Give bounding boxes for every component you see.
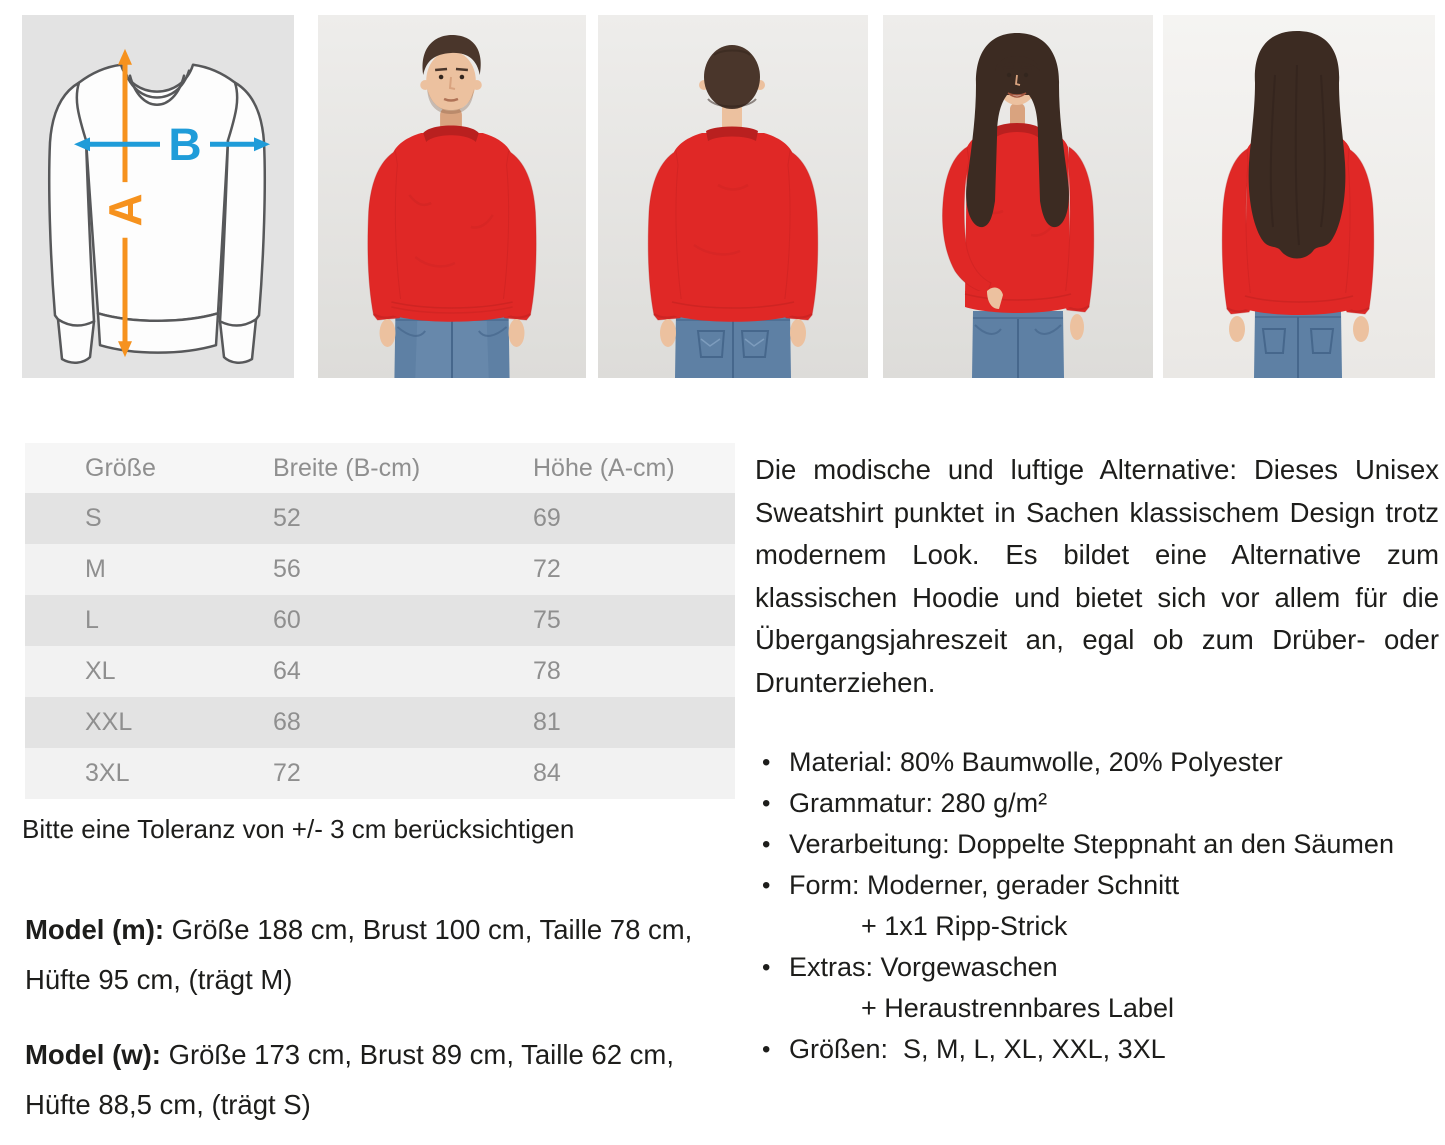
feature-text: Größen: S, M, L, XL, XXL, 3XL <box>789 1034 1166 1064</box>
table-row <box>25 544 735 595</box>
photo-female-front <box>883 15 1153 378</box>
size-cell: 3XL <box>25 748 215 799</box>
photo-male-back <box>598 15 868 378</box>
product-description: Die modische und luftige Alternative: Dieses Unisex Sweatshirt punktet in Sachen klassischem Design trotz modernem Look. Es bildet eine Alternative zum klassischen Hoodie und bietet sich vor allem für die Übergangsjahreszeit an, egal ob zum Drüber- oder Drunterziehen. <box>755 454 1439 698</box>
feature-text: Extras: Vorgewaschen <box>789 952 1058 982</box>
photo-male-front <box>318 15 586 378</box>
size-cell: 68 <box>215 697 475 748</box>
feature-continuation: + Heraustrennbares Label <box>861 993 1174 1023</box>
size-cell: M <box>25 544 215 595</box>
model-m-info <box>25 905 730 1005</box>
size-cell: 69 <box>475 493 735 544</box>
feature-item <box>755 783 1445 824</box>
table-row <box>25 646 735 697</box>
size-diagram-graphic <box>22 15 294 378</box>
feature-text: Verarbeitung: Doppelte Steppnaht an den Säumen <box>789 829 1394 859</box>
size-cell: L <box>25 595 215 646</box>
size-cell: 75 <box>475 595 735 646</box>
feature-list <box>755 742 1445 1070</box>
feature-continuation: + 1x1 Ripp-Strick <box>861 911 1068 941</box>
jeans <box>1254 311 1342 378</box>
size-cell: 56 <box>215 544 475 595</box>
left-hand <box>660 319 676 347</box>
size-cell: XXL <box>25 697 215 748</box>
table-row <box>25 493 735 544</box>
feature-text: Material: 80% Baumwolle, 20% Polyester <box>789 747 1283 777</box>
sweatshirt-outline <box>49 65 265 363</box>
feature-text: Form: Moderner, gerader Schnitt <box>789 870 1180 900</box>
right-hand <box>509 319 525 347</box>
jeans <box>972 311 1064 378</box>
size-cell: 78 <box>475 646 735 697</box>
col-header-hoehe: Höhe (A-cm) <box>475 443 735 493</box>
size-cell: XL <box>25 646 215 697</box>
table-row <box>25 697 735 748</box>
size-cell: 72 <box>475 544 735 595</box>
model-m-label: Model (m): <box>25 914 165 945</box>
hair-back <box>1249 31 1346 259</box>
photo-female-back <box>1163 15 1435 378</box>
right-hand <box>790 319 806 347</box>
photo-male-back-graphic <box>598 15 868 378</box>
label-a: A <box>98 193 152 227</box>
size-cell: S <box>25 493 215 544</box>
col-header-groesse: Größe <box>25 443 215 493</box>
sweatshirt <box>648 127 818 322</box>
size-cell: 72 <box>215 748 475 799</box>
left-hand <box>1229 316 1245 342</box>
photo-female-front-graphic <box>883 15 1153 378</box>
col-header-breite: Breite (B-cm) <box>215 443 475 493</box>
size-cell: 64 <box>215 646 475 697</box>
size-diagram <box>22 15 294 378</box>
feature-item <box>755 947 1445 1029</box>
model-m-details: Größe 188 cm, Brust 100 cm, Taille 78 cm, Hüfte 95 cm, (trägt M) <box>25 914 693 995</box>
table-row <box>25 595 735 646</box>
jeans <box>675 313 791 378</box>
model-w-details: Größe 173 cm, Brust 89 cm, Taille 62 cm, Hüfte 88,5 cm, (trägt S) <box>25 1039 674 1120</box>
left-hand <box>380 319 396 347</box>
label-b: B <box>168 118 202 171</box>
size-cell: 81 <box>475 697 735 748</box>
feature-item <box>755 824 1445 865</box>
photo-female-back-graphic <box>1163 15 1435 378</box>
model-w-info <box>25 1030 730 1130</box>
right-hand <box>1070 314 1084 340</box>
right-hand <box>1353 316 1369 342</box>
size-cell: 60 <box>215 595 475 646</box>
model-w-label: Model (w): <box>25 1039 161 1070</box>
size-cell: 52 <box>215 493 475 544</box>
feature-text: Grammatur: 280 g/m² <box>789 788 1048 818</box>
jeans <box>394 313 509 378</box>
tolerance-note: Bitte eine Toleranz von +/- 3 cm berücksichtigen <box>22 814 575 844</box>
feature-item <box>755 742 1445 783</box>
size-table-header-row <box>25 443 735 493</box>
feature-item <box>755 1029 1445 1070</box>
sweatshirt <box>368 126 536 322</box>
size-cell: 84 <box>475 748 735 799</box>
photo-male-front-graphic <box>318 15 586 378</box>
feature-item <box>755 865 1445 947</box>
size-table <box>25 443 735 799</box>
table-row <box>25 748 735 799</box>
